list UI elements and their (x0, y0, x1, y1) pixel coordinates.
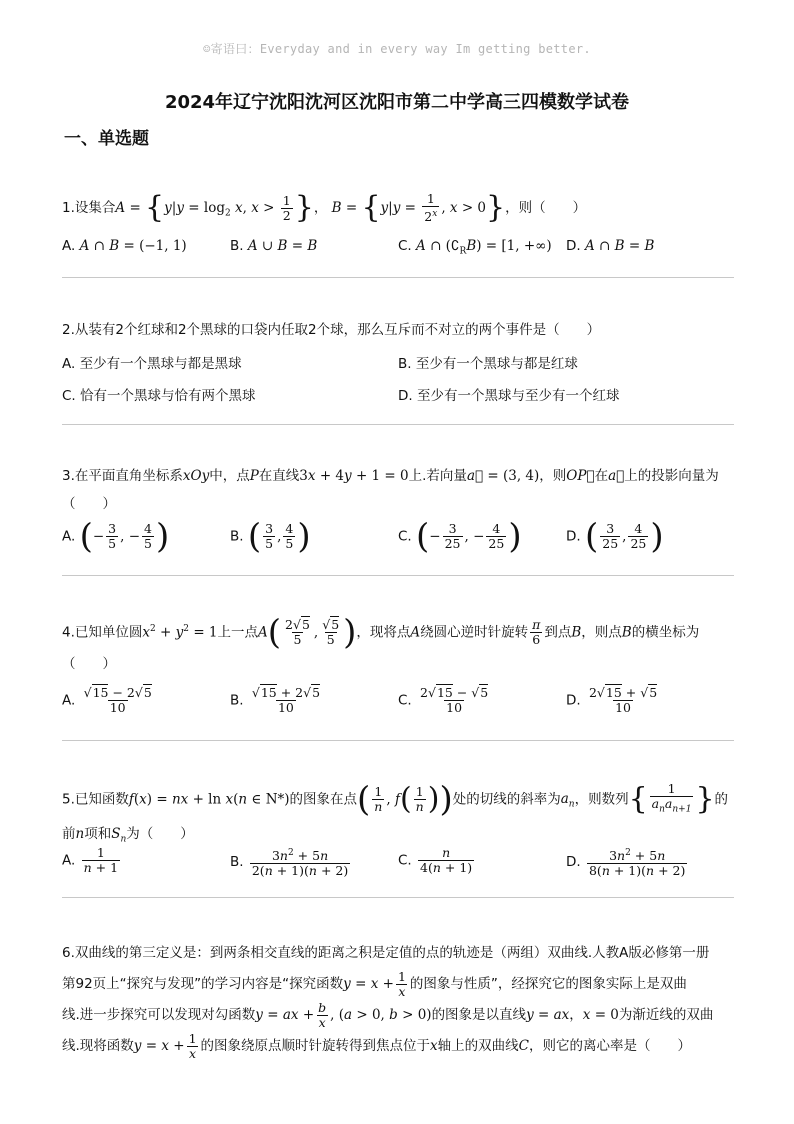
q2-option-b[interactable]: B. 至少有一个黑球与都是红球 (398, 356, 578, 372)
question-6-stem: 6.双曲线的第三定义是：到两条相交直线的距离之积是定值的点的轨迹是（两组）双曲线.人教A版必修第一册 第92页上“探究与发现”的学习内容是“探究函数y = x + $\frac{1}{x}$ 的图象与性质”，经探究它的图象实际上是双曲 线.进一步探究可以发现对勾函数y = ax + $\frac{b}{x}$ , (a > 0, b > 0)的图象是以直线y = ax，x = 0为渐近线的双曲 线.现将函数y = x + $\frac{1}{x}$ 的图象绕原点顺时针旋转得到焦点位于x轴上的双曲线C，则它的离心率是（ ） (62, 945, 714, 1061)
q2-option-d[interactable]: D. 至少有一个黑球与至少有一个红球 (398, 388, 620, 404)
q1-option-d[interactable]: D. A ∩ B = B (566, 238, 655, 254)
q5-option-d[interactable]: D. $\frac{3n^2 + 5n}{8(n + 1)(n + 2)}$ (566, 848, 686, 879)
question-3-stem: 3.在平面直角坐标系xOy中，点P在直线3x + 4y + 1 = 0上.若向量a⃗ = (3, 4)，则OP⃗在a⃗上的投影向量为 （ ） (62, 468, 719, 512)
q5-option-a[interactable]: A. $\frac{1}{n + 1}$ (62, 845, 119, 875)
divider (62, 897, 734, 898)
question-2-stem: 2.从装有2个红球和2个黑球的口袋内任取2个球，那么互斥而不对立的两个事件是（ ） (62, 322, 601, 338)
q1-option-c[interactable]: C. A ∩ $(∁_RB) = [1$, +∞) (398, 238, 552, 257)
q5-option-c[interactable]: C. $\frac{n}{4(n + 1)}$ (398, 845, 473, 875)
page-title: 2024年辽宁沈阳沈河区沈阳市第二中学高三四模数学试卷 (164, 92, 630, 113)
section-heading: 一、单选题 (64, 129, 149, 149)
question-1-stem: 1.设集合$A = \{y|y = \log_2 x$, x > $\frac{1}{2}$ }， B = {y|y = $\frac{1}{2^x}$ , x > 0}，则（ ） (62, 190, 587, 226)
question-4-stem: 4.已知单位圆$x^2 + y^2 = 1$上一点A( $\frac{2√5}{5}$ , $\frac{√5}{5}$ )，现将点A绕圆心逆时针旋转 $\frac{\pi}{6}$ 到点B，则点B的横坐标为 （ ） (62, 612, 700, 672)
q1-option-a[interactable]: A. A ∩ B = (−1, 1) (62, 238, 187, 254)
q4-option-c[interactable]: C. $\frac{2√15 - √5}{10}$ (398, 685, 489, 715)
q3-option-b[interactable]: B. ( $\frac{3}{5}$ , $\frac{4}{5}$ ) (230, 516, 311, 557)
watermark: ☺寄语曰：Everyday and in every way Im getting better. (203, 42, 591, 56)
q5-option-b[interactable]: B. $\frac{3n^2 + 5n}{2(n + 1)(n + 2)}$ (230, 848, 349, 879)
divider (62, 277, 734, 278)
q1-option-b[interactable]: B. A ∪ B = B (230, 238, 318, 254)
q4-option-b[interactable]: B. $\frac{√15 + 2√5}{10}$ (230, 685, 321, 715)
q4-option-d[interactable]: D. $\frac{2√15 + √5}{10}$ (566, 685, 658, 715)
q3-option-d[interactable]: D. ( $\frac{3}{25}$ , $\frac{4}{25}$ ) (566, 516, 664, 557)
q3-option-c[interactable]: C. (− $\frac{3}{25}$ , − $\frac{4}{25}$ ) (398, 516, 522, 557)
q2-option-a[interactable]: A. 至少有一个黑球与都是黑球 (62, 356, 242, 372)
q2-option-c[interactable]: C. 恰有一个黑球与恰有两个黑球 (62, 388, 256, 404)
divider (62, 575, 734, 576)
divider (62, 424, 734, 425)
divider (62, 740, 734, 741)
q4-option-a[interactable]: A. $\frac{√15 - 2√5}{10}$ (62, 685, 152, 715)
question-5-stem: 5.已知函数f(x) = nx + ln x(n ∈ N*)的图象在点( $\frac{1}{n}$ , f( $\frac{1}{n}$ ))处的切线的斜率为$a_n$，则数列{ $\frac{1}{a_na_{n+1}}$ }的 前n项和$S_n$为（ ） (62, 779, 729, 845)
q3-option-a[interactable]: A. (− $\frac{3}{5}$ , − $\frac{4}{5}$ ) (62, 516, 170, 557)
